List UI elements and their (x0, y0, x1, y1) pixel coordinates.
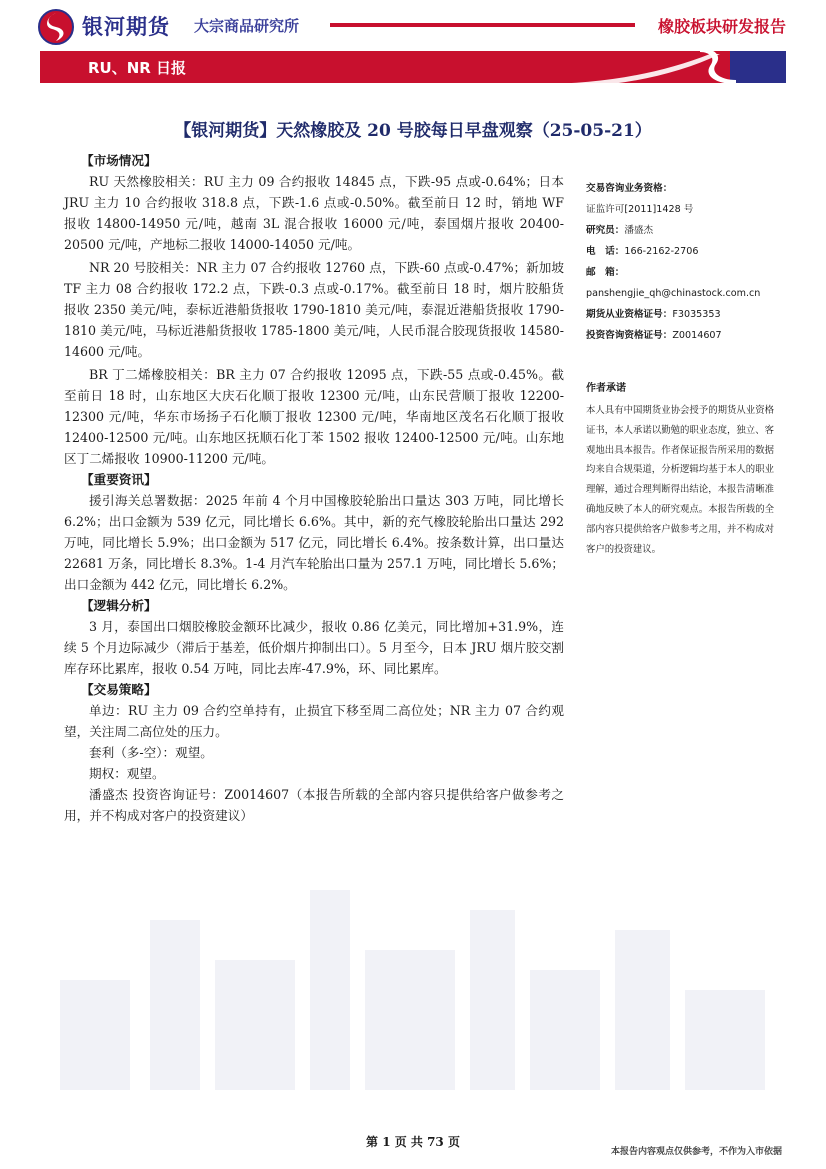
analyst-sidebar (586, 178, 774, 559)
section-heading-market: 【市场情况】 (81, 153, 157, 168)
analyst-label: 研究员： (586, 225, 625, 236)
strategy-arbitrage-paragraph: 套利（多-空）：观望。 (89, 745, 213, 760)
news-paragraph: 援引海关总署数据：2025 年前 4 个月中国橡胶轮胎出口量达 303 万吨，同比增长 6.2%；出口金额为 539 亿元，同比增长 6.6%。其中，新的充气橡胶轮胎出口量达 292 万吨，同比增长 5.9%；出口金额为 517 亿元，同比增长 6.4%。按条数计算，出口量达 22681 万条，同比增长 8.3%。1-4 月汽车轮胎出口量为 257.1 万吨，同比增长 5.6%；出口金额为 442 亿元，同比增长 6.2%。 (64, 493, 564, 592)
market-br-paragraph: BR 丁二烯橡胶相关：BR 主力 07 合约报收 12095 点，下跌-55 点或-0.45%。截至前日 18 时，山东地区大庆石化顺丁报收 12300 元/吨，山东民营顺丁报收 12200-12300 元/吨，华东市场扬子石化顺丁报收 12300 元/吨，华南地区茂名石化顺丁报收 12400-12500 元/吨。山东地区抚顺石化丁苯 1502 报收 12400-12500 元/吨。山东地区丁二烯报收 10900-11200 元/吨。 (64, 367, 564, 466)
galaxy-logo-icon (38, 9, 74, 45)
report-type: 橡胶板块研发报告 (657, 17, 786, 36)
daily-report-label: RU、NR 日报 (88, 59, 187, 77)
main-content (64, 150, 564, 826)
section-heading-strategy: 【交易策略】 (81, 682, 157, 697)
email-label: 邮 箱： (586, 267, 625, 278)
market-nr-paragraph: NR 20 号胶相关：NR 主力 07 合约报收 12760 点，下跌-60 点或-0.47%；新加坡 TF 主力 08 合约报收 172.2 点，下跌-0.3 点或-0.17%。截至前日 18 时，烟片胶船货报收 2350 美元/吨，泰标近港船货报收 1790-1810 美元/吨，泰混近港船货报收 1790-1810 美元/吨，马标近港船货报收 1785-1800 美元/吨，人民币混合胶现货报收 14580-14600 元/吨。 (64, 260, 564, 359)
brand-name: 银河期货 (82, 15, 170, 39)
consult-cert-label: 投资咨询资格证号： (586, 330, 673, 341)
author-pledge-text: 本人具有中国期货业协会授予的期货从业资格证书，本人承诺以勤勉的职业态度，独立、客观地出具本报告。作者保证报告所采用的数据均来自合规渠道，分析逻辑均基于本人的职业理解，通过合理判断得出结论，本报告清晰准确地反映了本人的研究观点。本报告所载的全部内容只提供给客户做参考之用，并不构成对客户的投资建议。 (586, 405, 774, 555)
author-pledge-heading: 作者承诺 (586, 383, 626, 394)
analyst-statement: 潘盛杰 投资咨询证号：Z0014607（本报告所载的全部内容只提供给客户做参考之用，并不构成对客户的投资建议） (64, 787, 564, 823)
email-value[interactable]: panshengjie_qh@chinastock.com.cn (586, 288, 761, 299)
strategy-single-paragraph: 单边：RU 主力 09 合约空单持有，止损宜下移至周二高位处；NR 主力 07 合约观望，关注周二高位处的压力。 (64, 703, 564, 739)
market-ru-paragraph: RU 天然橡胶相关：RU 主力 09 合约报收 14845 点，下跌-95 点或-0.64%；日本 JRU 主力 10 合约报收 318.8 点，下跌-1.6 点或-0.50%。截至前日 12 时，销地 WF 报收 14800-14950 元/吨，越南 3L 混合报收 16000 元/吨，泰国烟片报收 20400-20500 元/吨，产地标二报收 14000-14050 元/吨。 (64, 174, 564, 252)
section-heading-news: 【重要资讯】 (81, 472, 157, 487)
consult-cert-value: Z0014607 (672, 330, 722, 341)
watermark-buildings-icon (0, 860, 826, 1090)
logic-paragraph: 3 月，泰国出口烟胶橡胶金额环比减少，报收 0.86 亿美元，同比增加+31.9%，连续 5 个月边际减少（滞后于基差，低价烟片抑制出口）。5 月至今，日本 JRU 烟片胶交割库存环比累库，报收 0.54 万吨，同比去库-47.9%，环、同比累库。 (64, 619, 564, 676)
footer-disclaimer: 本报告内容观点仅供参考，不作为入市依据 (610, 1147, 782, 1157)
report-title: 【银河期货】天然橡胶及 20 号胶每日早盘观察（25-05-21） (174, 121, 652, 141)
futures-cert-label: 期货从业资格证号： (586, 309, 673, 320)
futures-cert-value: F3035353 (672, 309, 721, 320)
page-number: 第 1 页 共 73 页 (366, 1135, 460, 1149)
phone-label: 电 话： (586, 246, 625, 257)
swoosh-icon (540, 44, 740, 90)
qualification-value: 证监许可[2011]1428 号 (586, 204, 694, 215)
section-heading-logic: 【逻辑分析】 (81, 598, 157, 613)
phone-value: 166-2162-2706 (624, 246, 699, 257)
header-rule (330, 23, 635, 27)
institute-name: 大宗商品研究所 (194, 17, 300, 35)
analyst-name: 潘盛杰 (624, 225, 654, 236)
qualification-label: 交易咨询业务资格： (586, 183, 673, 194)
page-header (0, 0, 826, 90)
strategy-options-paragraph: 期权：观望。 (89, 766, 165, 781)
